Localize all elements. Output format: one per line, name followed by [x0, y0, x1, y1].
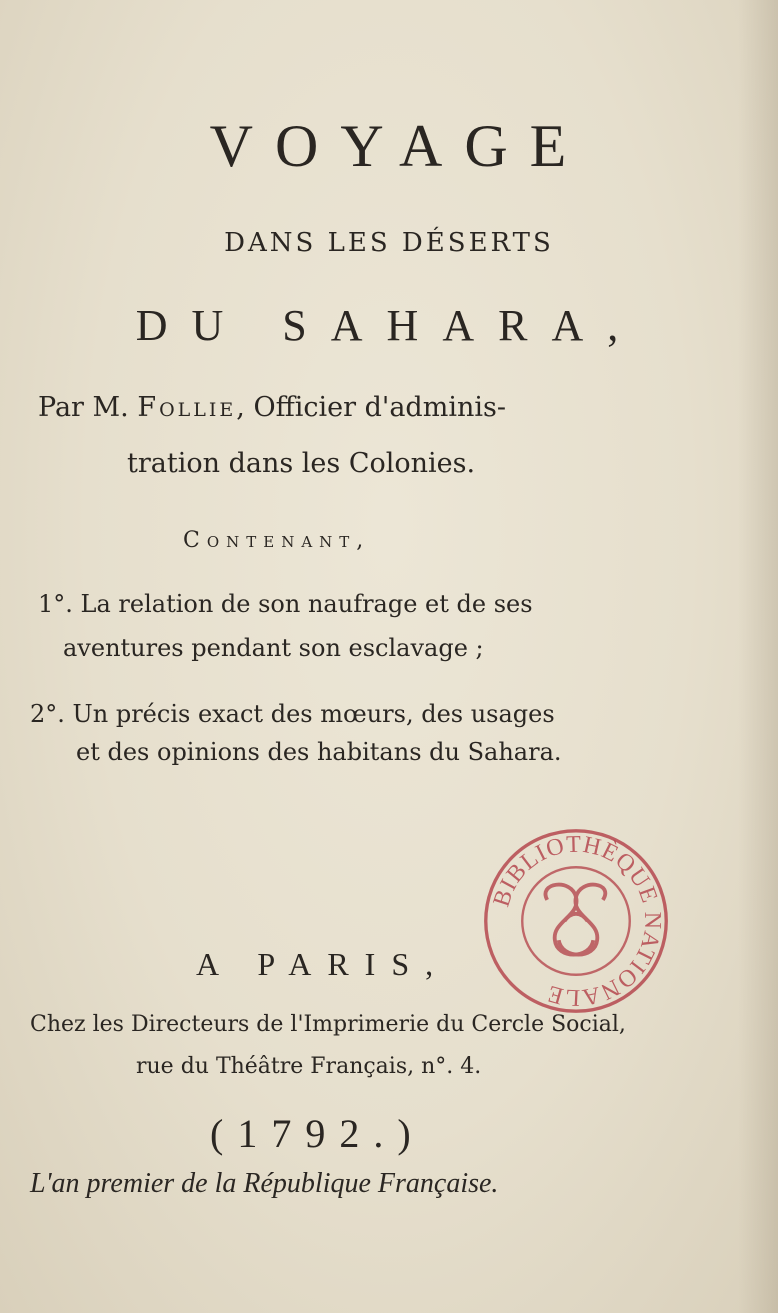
author-name: Follie: [137, 392, 237, 423]
publisher-line-1: Chez les Directeurs de l'Imprimerie du Cercle Social,: [30, 1012, 626, 1037]
page-edge-shadow: [738, 0, 778, 1313]
contents-heading: Contenant,: [183, 528, 371, 553]
publisher-line-2: rue du Théâtre Français, n°. 4.: [136, 1054, 482, 1079]
publication-year: (1792.): [210, 1111, 425, 1156]
contents-item-2-line-1: 2°. Un précis exact des mœurs, des usages: [30, 700, 555, 728]
contents-item-1-line-2: aventures pendant son esclavage ;: [63, 634, 484, 662]
author-line-2: tration dans les Colonies.: [127, 448, 476, 479]
title-line-2: DANS LES DÉSERTS: [224, 228, 554, 258]
contents-item-1-line-1: 1°. La relation de son naufrage et de ses: [38, 590, 533, 618]
contents-item-2-line-2: et des opinions des habitans du Sahara.: [76, 738, 562, 766]
monogram-icon: [545, 885, 605, 955]
title-line-3: DU SAHARA,: [135, 301, 643, 350]
author-suffix: , Officier d'adminis-: [236, 392, 506, 423]
library-stamp: [480, 825, 672, 1017]
author-line-1: [38, 392, 638, 423]
imprint-city: A PARIS,: [196, 946, 450, 982]
republic-era: L'an premier de la République Française.: [30, 1168, 499, 1199]
stamp-text: BIBLIOTHÈQUE NATIONALE: [488, 831, 666, 1011]
svg-text:BIBLIOTHÈQUE NATIONALE: [489, 832, 666, 1011]
author-prefix: Par M.: [38, 392, 138, 423]
book-title: VOYAGE: [209, 113, 589, 179]
